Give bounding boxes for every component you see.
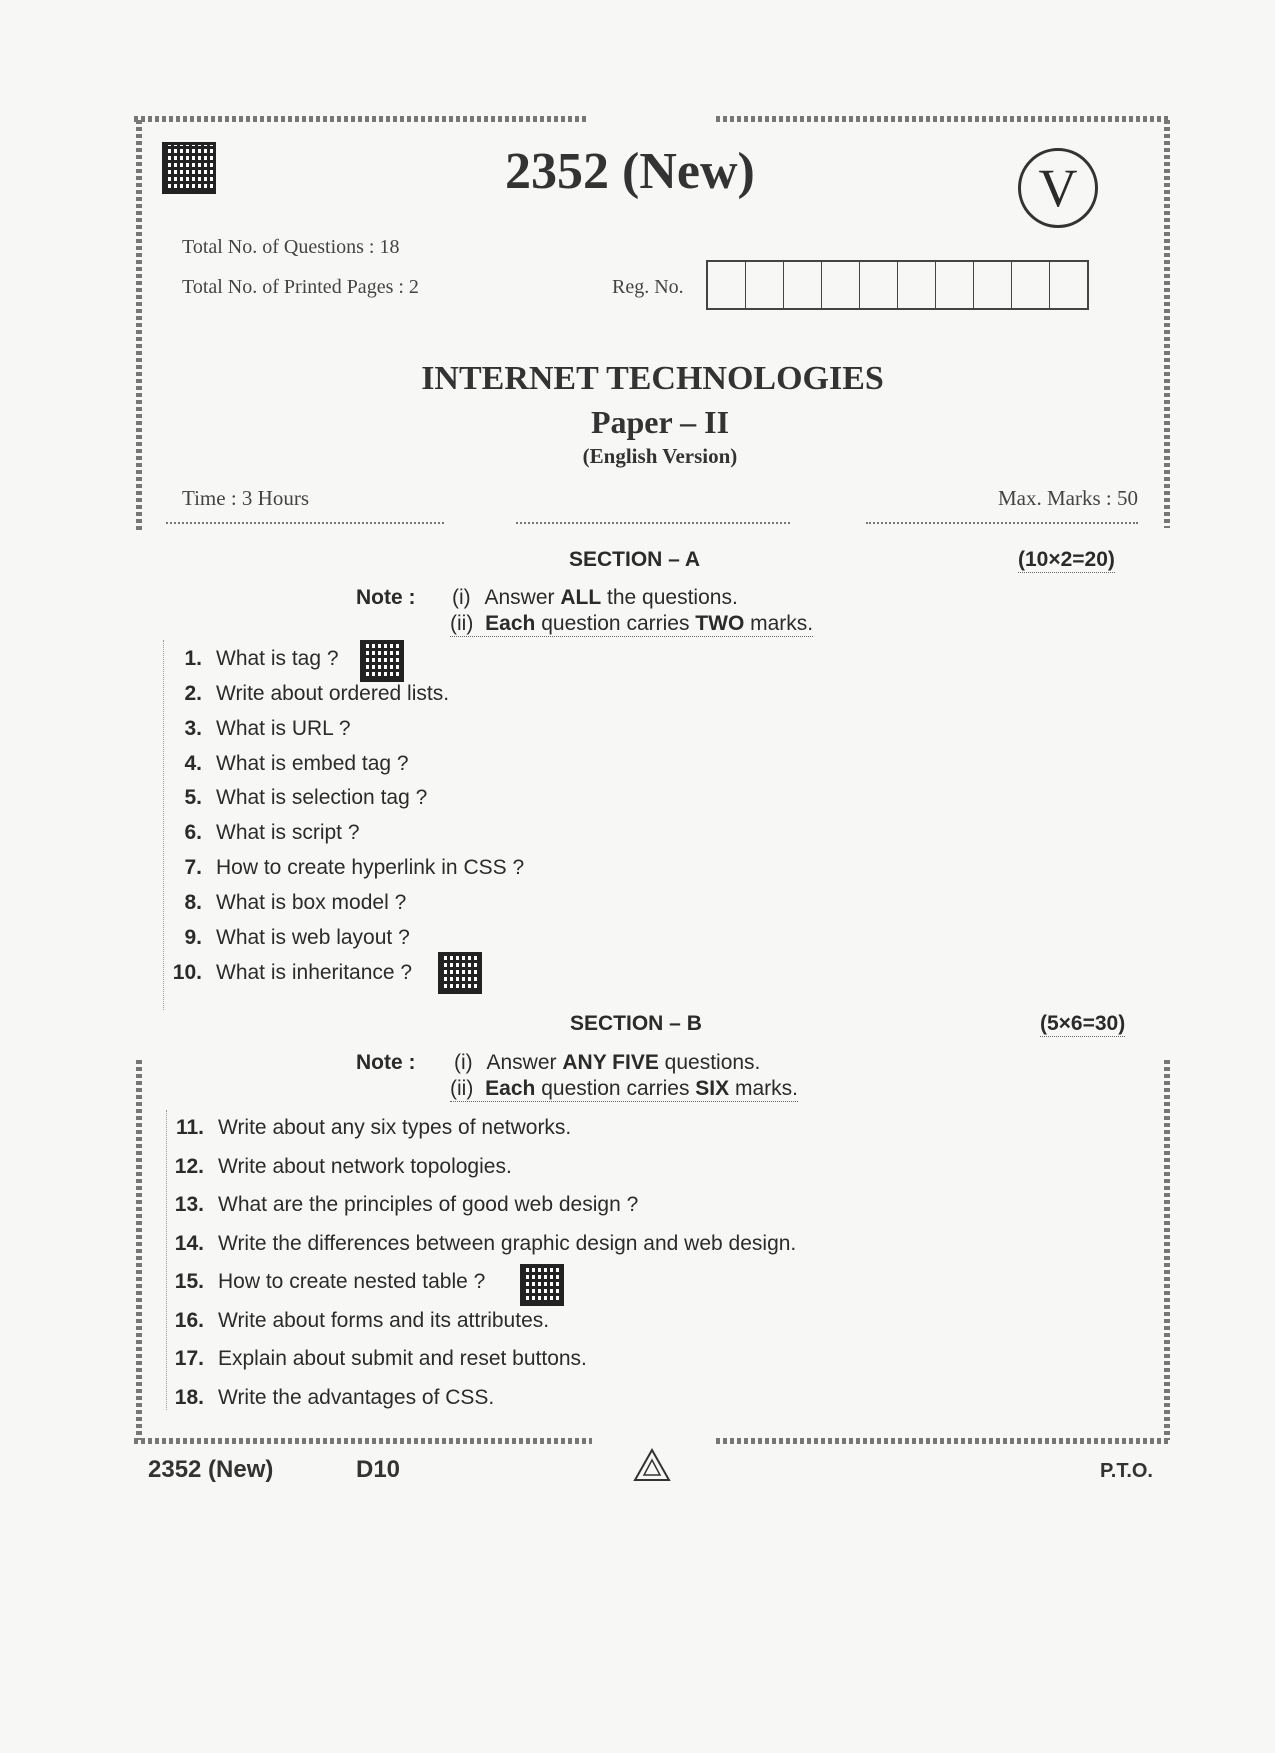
pto-label: P.T.O. xyxy=(1100,1460,1153,1482)
question-9 xyxy=(158,926,410,950)
reg-box[interactable] xyxy=(1012,262,1050,308)
question-14 xyxy=(170,1232,796,1256)
border-top-left xyxy=(134,116,586,122)
question-number: 14. xyxy=(174,1232,204,1255)
border-right-bottom xyxy=(1164,1060,1170,1440)
reg-box[interactable] xyxy=(860,262,898,308)
question-16 xyxy=(170,1309,549,1333)
note-text: question carries xyxy=(535,1077,696,1100)
qr-code-icon xyxy=(360,640,404,682)
divider-center xyxy=(516,522,790,524)
note-text: marks. xyxy=(729,1077,798,1100)
question-13 xyxy=(170,1193,638,1217)
question-text: Write the advantages of CSS. xyxy=(218,1386,495,1409)
question-text: Write about forms and its attributes. xyxy=(218,1309,550,1332)
question-number: 7. xyxy=(184,856,202,879)
question-text: How to create hyperlink in CSS ? xyxy=(216,856,525,879)
question-text: What is web layout ? xyxy=(216,926,410,949)
question-number: 4. xyxy=(184,752,202,775)
time-label: Time : 3 Hours xyxy=(182,486,309,510)
note-text: questions. xyxy=(658,1051,761,1074)
note-index: (i) xyxy=(452,586,471,609)
question-8 xyxy=(158,891,406,915)
paper-title: Paper – II xyxy=(590,404,730,440)
question-text: Write about ordered lists. xyxy=(216,682,450,705)
question-text: Write the differences between graphic design and web design. xyxy=(218,1232,797,1255)
question-17 xyxy=(170,1347,587,1371)
question-text: What is embed tag ? xyxy=(216,752,409,775)
reg-box[interactable] xyxy=(708,262,746,308)
question-number: 6. xyxy=(184,821,202,844)
reg-box[interactable] xyxy=(898,262,936,308)
question-number: 13. xyxy=(174,1193,204,1216)
question-number: 16. xyxy=(174,1309,204,1332)
question-5 xyxy=(158,786,427,810)
question-number: 5. xyxy=(184,786,202,809)
section-b-heading: SECTION – B xyxy=(570,1012,702,1035)
note-text: Answer xyxy=(486,1051,563,1074)
note-emphasis: Each xyxy=(485,612,536,635)
border-top-right xyxy=(716,116,1171,122)
question-18 xyxy=(170,1386,494,1410)
section-b-marks: (5×6=30) xyxy=(1040,1012,1126,1035)
note-text: Answer xyxy=(484,586,561,609)
set-letter: V xyxy=(1038,158,1078,218)
section-b-note-1 xyxy=(454,1051,760,1075)
paper-code: 2352 (New) xyxy=(505,143,755,200)
question-text: What are the principles of good web design ? xyxy=(218,1193,639,1216)
section-a-note-label: Note : xyxy=(356,586,416,609)
border-left-bottom xyxy=(136,1060,142,1440)
question-text: Explain about submit and reset buttons. xyxy=(218,1347,587,1370)
border-bottom-left xyxy=(134,1438,592,1444)
reg-no-label: Reg. No. xyxy=(612,276,684,298)
reg-box[interactable] xyxy=(1050,262,1087,308)
reg-box[interactable] xyxy=(784,262,822,308)
reg-box[interactable] xyxy=(974,262,1012,308)
total-questions: Total No. of Questions : 18 xyxy=(182,236,400,258)
question-number: 11. xyxy=(175,1116,204,1139)
note-emphasis: Each xyxy=(485,1077,536,1100)
section-b-note-2 xyxy=(450,1077,798,1102)
warning-triangle-icon xyxy=(633,1448,671,1482)
note-emphasis: ANY FIVE xyxy=(562,1051,659,1074)
note-text: marks. xyxy=(744,612,814,635)
note-index: (ii) xyxy=(450,612,474,635)
question-text: How to create nested table ? xyxy=(218,1270,486,1293)
note-emphasis: ALL xyxy=(560,586,602,609)
qr-code-icon xyxy=(520,1264,564,1306)
question-number: 8. xyxy=(184,891,202,914)
question-10 xyxy=(158,961,412,985)
question-2 xyxy=(158,682,449,706)
question-text: What is script ? xyxy=(216,821,360,844)
note-text: the questions. xyxy=(601,586,738,609)
set-letter-badge xyxy=(1018,148,1098,228)
qr-code-icon xyxy=(438,952,482,994)
note-index: (ii) xyxy=(450,1077,474,1100)
reg-box[interactable] xyxy=(746,262,784,308)
question-text: What is URL ? xyxy=(216,717,351,740)
question-6 xyxy=(158,821,360,845)
question-number: 1. xyxy=(184,647,202,670)
question-text: What is tag ? xyxy=(216,647,339,670)
reg-box[interactable] xyxy=(822,262,860,308)
note-emphasis: TWO xyxy=(695,612,745,635)
qr-code-icon xyxy=(162,142,216,194)
total-pages: Total No. of Printed Pages : 2 xyxy=(182,276,419,298)
footer-series: D10 xyxy=(356,1456,401,1483)
question-text: Write about network topologies. xyxy=(218,1155,512,1178)
reg-box[interactable] xyxy=(936,262,974,308)
question-3 xyxy=(158,717,351,741)
question-15 xyxy=(170,1270,485,1294)
question-number: 10. xyxy=(172,961,202,984)
note-text: question carries xyxy=(535,612,696,635)
question-1 xyxy=(158,647,339,671)
question-number: 2. xyxy=(184,682,202,705)
question-text: What is inheritance ? xyxy=(216,961,413,984)
section-a-note-1 xyxy=(452,586,738,610)
question-text: Write about any six types of networks. xyxy=(218,1116,572,1139)
divider-left xyxy=(166,522,444,524)
note-index: (i) xyxy=(454,1051,473,1074)
subject-title: INTERNET TECHNOLOGIES xyxy=(421,360,884,397)
section-a-marks: (10×2=20) xyxy=(1018,548,1115,571)
margin-line-section-b xyxy=(166,1110,168,1410)
version-label: (English Version) xyxy=(582,444,738,468)
question-4 xyxy=(158,752,409,776)
section-b-note-label: Note : xyxy=(356,1051,416,1074)
note-emphasis: SIX xyxy=(695,1077,730,1100)
footer-code: 2352 (New) xyxy=(148,1456,274,1483)
section-a-heading: SECTION – A xyxy=(569,548,701,571)
question-text: What is box model ? xyxy=(216,891,407,914)
max-marks-label: Max. Marks : 50 xyxy=(998,486,1138,510)
question-number: 9. xyxy=(184,926,202,949)
question-7 xyxy=(158,856,524,880)
reg-no-boxes[interactable] xyxy=(706,260,1089,310)
question-text: What is selection tag ? xyxy=(216,786,428,809)
question-12 xyxy=(170,1155,512,1179)
question-number: 12. xyxy=(174,1155,204,1178)
question-number: 3. xyxy=(184,717,202,740)
question-number: 15. xyxy=(174,1270,204,1293)
section-a-note-2 xyxy=(450,612,813,637)
divider-right xyxy=(866,522,1138,524)
question-11 xyxy=(170,1116,571,1140)
question-number: 18. xyxy=(174,1386,204,1409)
border-bottom-right xyxy=(716,1438,1171,1444)
question-number: 17. xyxy=(174,1347,204,1370)
